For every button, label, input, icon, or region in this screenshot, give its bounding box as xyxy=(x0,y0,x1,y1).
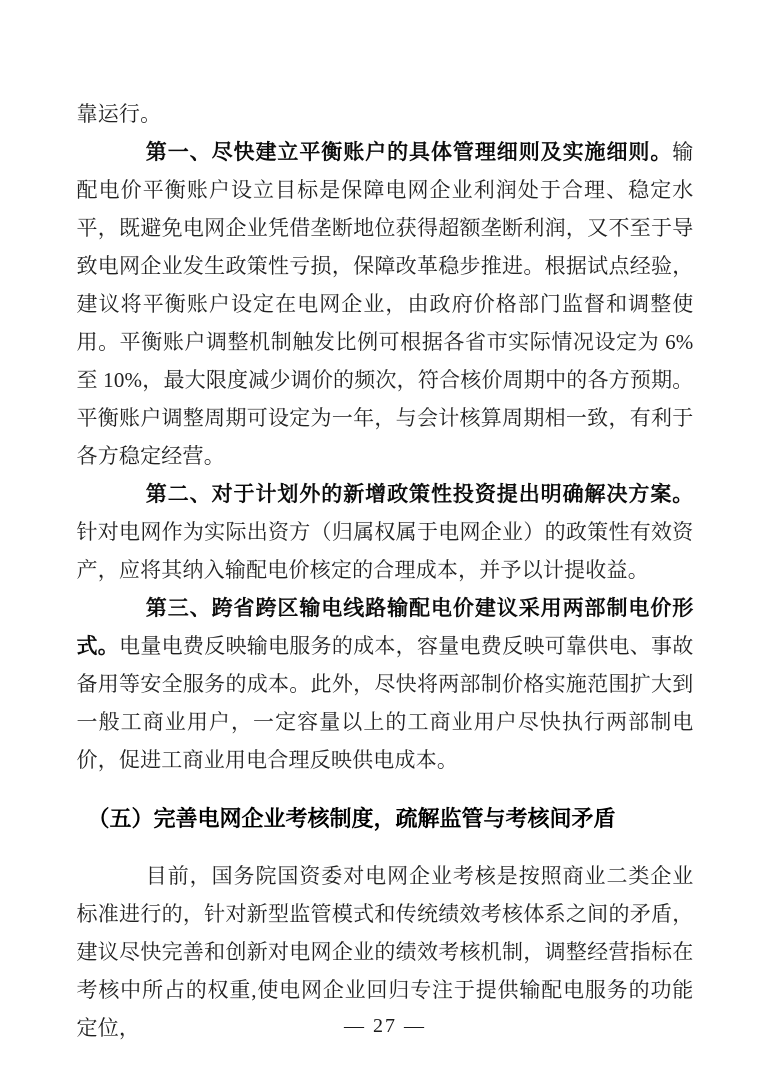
point-3-lead: 第三、跨省跨区输电线路输配电价建议采用两部制电价形式。 xyxy=(76,596,694,658)
section-heading: （五）完善电网企业考核制度，疏解监管与考核间矛盾 xyxy=(87,806,616,831)
point-1-body: 输配电价平衡账户设立目标是保障电网企业利润处于合理、稳定水平，既避免电网企业凭借垄断地位获得超额垄断利润，又不至于导致电网企业发生政策性亏损，保障改革稳步推进。根据试点经验，建议将平衡账户设定在电网企业，由政府价格部门监督和调整使用。平衡账户调整机制触发比例可根据各省市实际情况设定为 6%至 10%，最大限度减少调价的频次，符合核价周期中的各方预期。平衡账户调整周期可设定为一年，与会计核算周期相一致，有利于各方稳定经营。 xyxy=(76,140,694,468)
point-paragraph-1 xyxy=(77,133,694,475)
page-content xyxy=(77,95,694,1047)
point-1-lead: 第一、尽快建立平衡账户的具体管理细则及实施细则。 xyxy=(145,140,673,164)
point-paragraph-2 xyxy=(77,475,694,589)
continuation-paragraph: 靠运行。 xyxy=(76,102,162,126)
point-2-body: 针对电网作为实际出资方（归属权属于电网企业）的政策性有效资产，应将其纳入输配电价核定的合理成本，并予以计提收益。 xyxy=(76,520,694,582)
point-2-lead: 第二、对于计划外的新增政策性投资提出明确解决方案。 xyxy=(145,482,694,506)
following-paragraph: 目前，国务院国资委对电网企业考核是按照商业二类企业标准进行的，针对新型监管模式和传统绩效考核体系之间的矛盾，建议尽快完善和创新对电网企业的绩效考核机制，调整经营指标在考核中所占的权重,使电网企业回归专注于提供输配电服务的功能定位， xyxy=(76,864,694,1040)
point-3-body: 电量电费反映输电服务的成本，容量电费反映可靠供电、事故备用等安全服务的成本。此外，尽快将两部制价格实施范围扩大到一般工商业用户，一定容量以上的工商业用户尽快执行两部制电价，促进工商业用电合理反映供电成本。 xyxy=(76,634,694,772)
point-paragraph-3 xyxy=(77,589,694,779)
page-number: — 27 — xyxy=(344,1015,426,1037)
